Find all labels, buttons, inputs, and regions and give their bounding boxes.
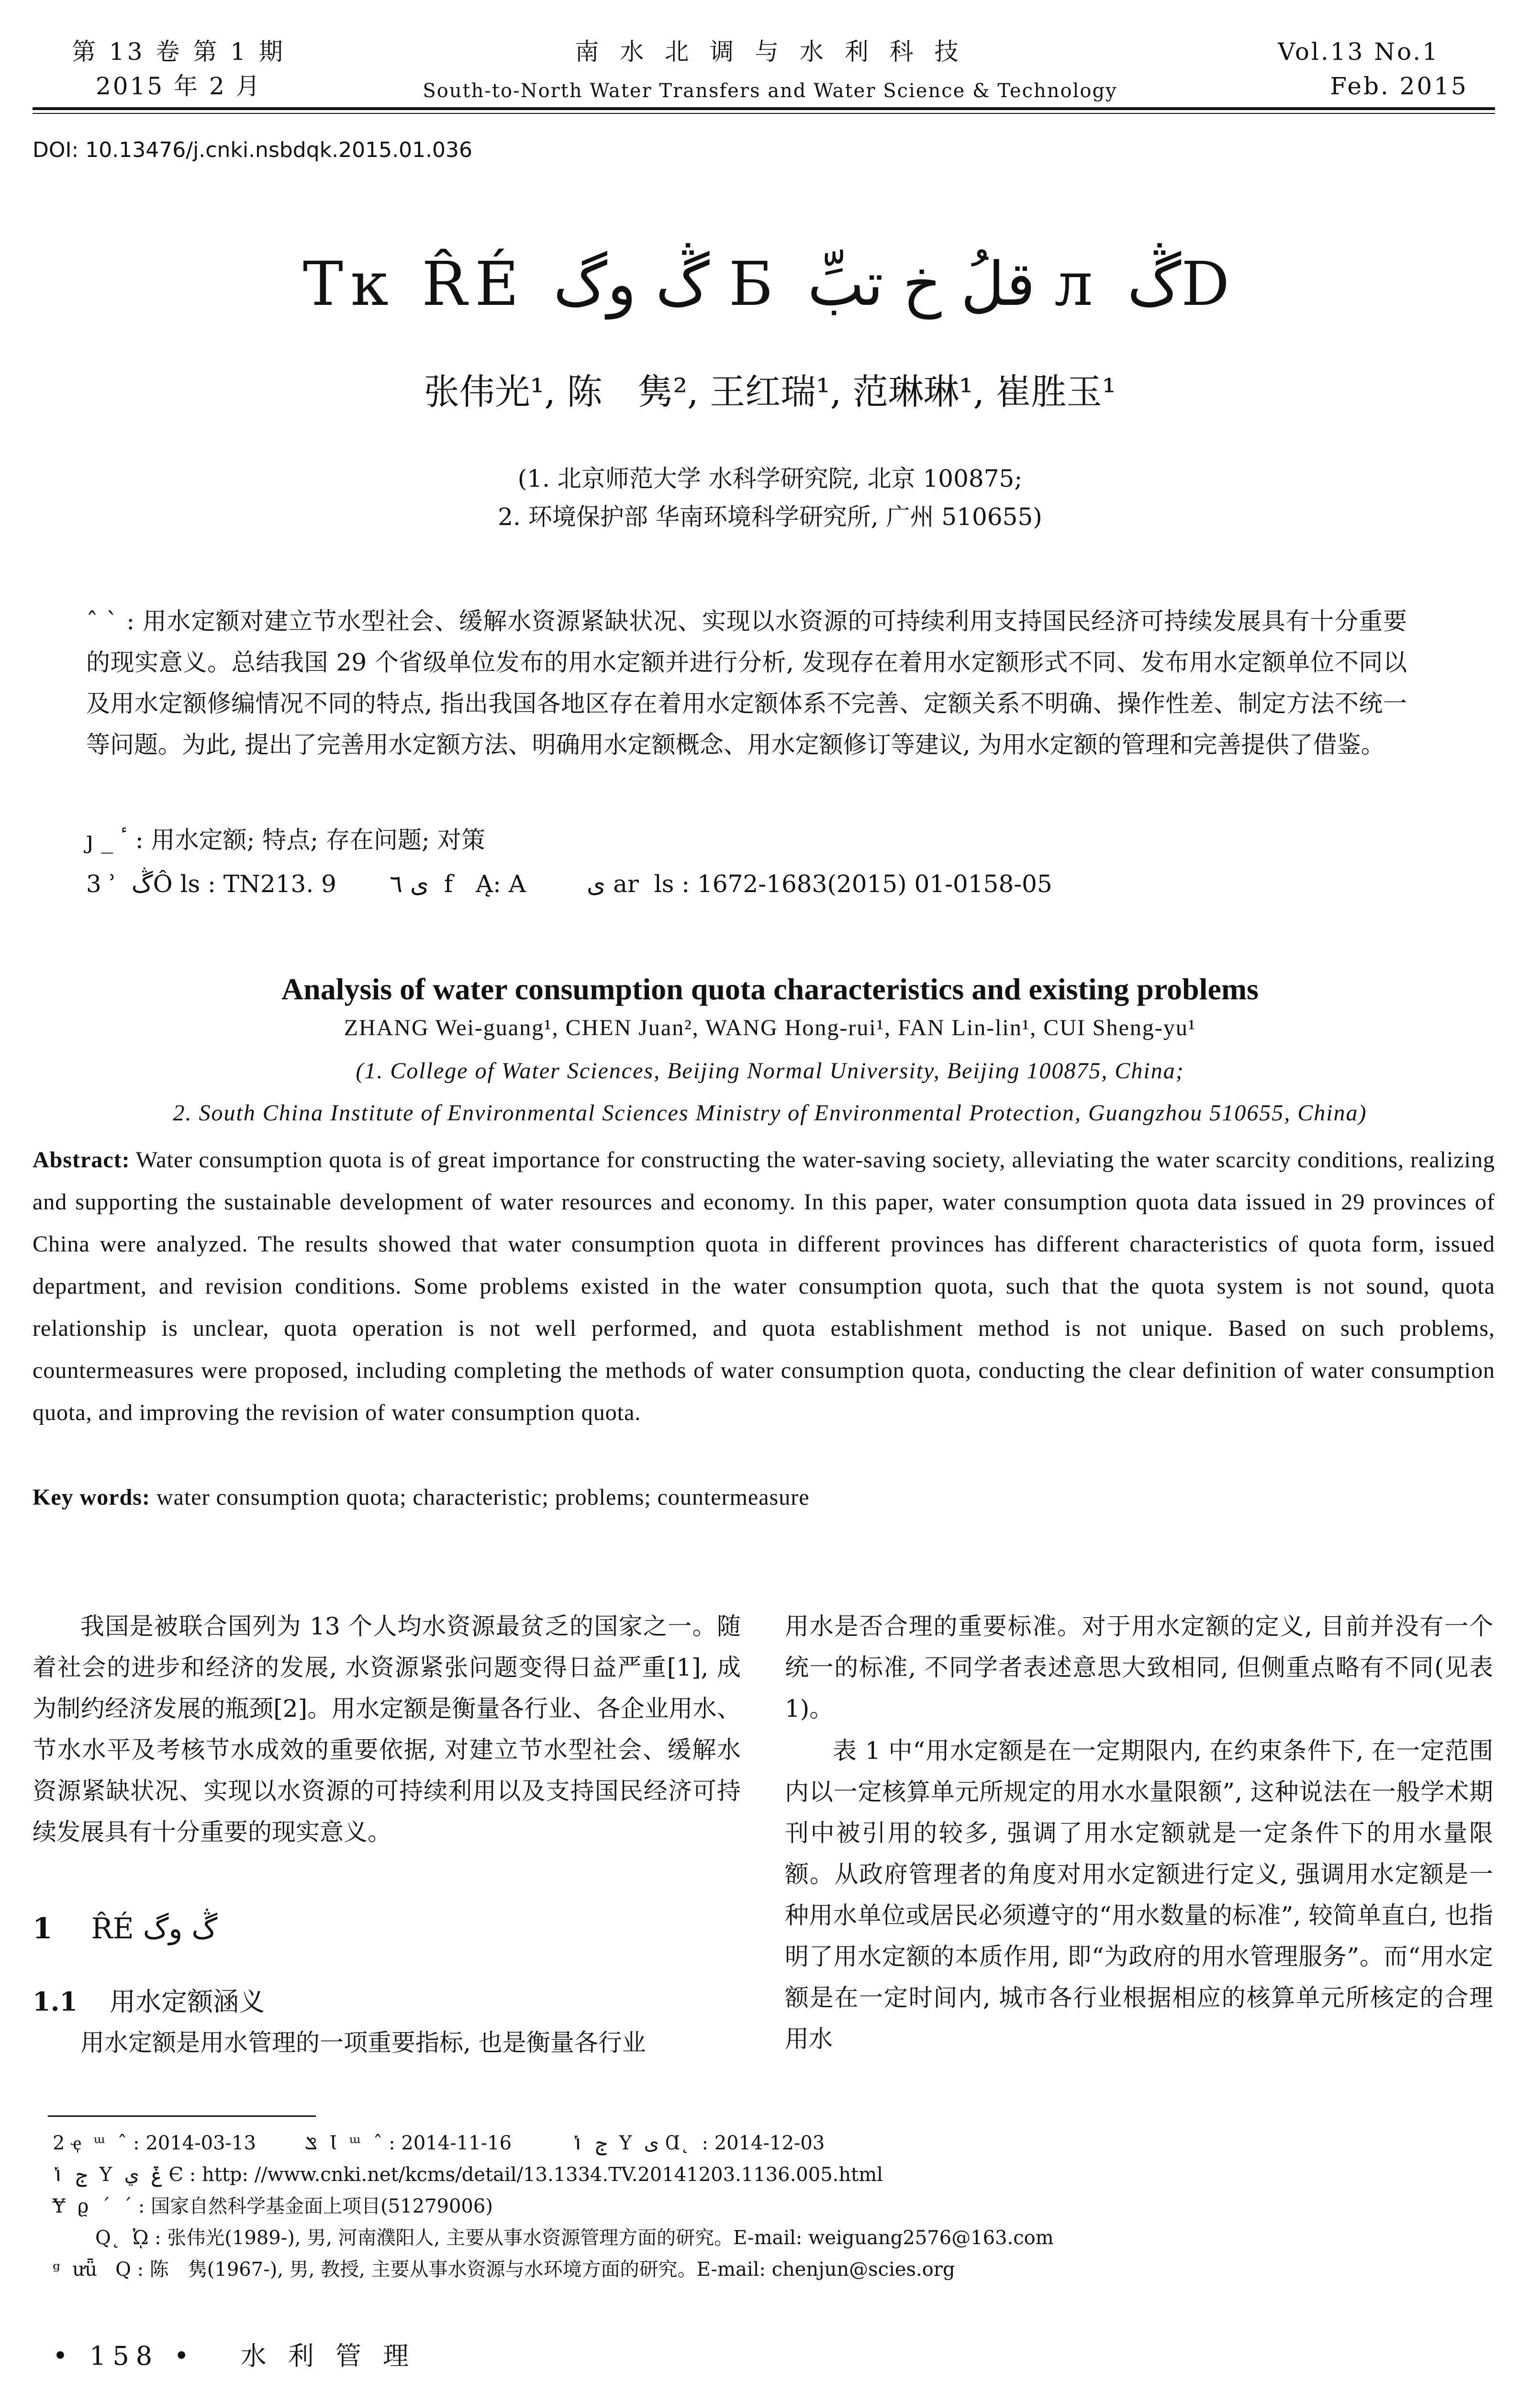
- footnote-first-author: Q˛ ᾨ : 张伟光(1989-), 男, 河南濮阳人, 主要从事水资源管理方面的研究。E-mail: weiguang2576@163.com: [53, 2227, 1054, 2249]
- en-authors: ZHANG Wei-guang¹, CHEN Juan², WANG Hong-rui¹, FAN Lin-lin¹, CUI Sheng-yu¹: [344, 1015, 1196, 1040]
- journal-date-en: Feb. 2015: [1330, 72, 1468, 100]
- en-title: Analysis of water consumption quota characteristics and existing problems: [281, 972, 1259, 1006]
- en-keywords: [33, 1476, 1495, 1519]
- section-1-title: R̂É ڴ وگ: [91, 1912, 218, 1946]
- en-affiliation-1: (1. College of Water Sciences, Beijing Normal University, Beijing 100875, China;: [356, 1058, 1184, 1084]
- body-subsection-1-1-text: 用水定额是用水管理的一项重要指标, 也是衡量各行业: [80, 2029, 646, 2057]
- cn-classification-line: 3 ʾ ڴÔ ls : TN213. 9 ی ٦ ‌ f Ą: A ی ar ls : 1672-1683(2015) 01-0158-05: [86, 870, 1052, 898]
- section-1-heading: [33, 1912, 217, 1946]
- authors: 张伟光¹, 陈 隽², 王红瑞¹, 范琳琳¹, 崔胜玉¹: [424, 371, 1116, 413]
- journal-volume-en: Vol.13 No.1: [1278, 38, 1440, 66]
- affiliation-2: 2. 环境保护部 华南环境科学研究所, 广州 510655): [498, 503, 1042, 531]
- cn-abstract-text: : 用水定额对建立节水型社会、缓解水资源紧缺状况、实现以水资源的可持续利用支持国民经济可持续发展具有十分重要的现实意义。总结我国 29 个省级单位发布的用水定额并进行分析, 发现存在着用水定额形式不同、发布用水定额单位不同以及用水定额修编情况不同的特点, 指出我国各地区存在着用水定额体系不完善、定额关系不明确、操作性差、制定方法不统一等问题。为此, 提出了完善用水定额方法、明确用水定额概念、用水定额修订等建议, 为用水定额的管理和完善提供了借鉴。: [86, 607, 1407, 759]
- footnote-rule: [48, 2115, 316, 2117]
- en-affiliation-2: 2. South China Institute of Environmental Sciences Ministry of Environmental Protection, Guangzhou 510655, China): [173, 1100, 1367, 1126]
- journal-name-cn: 南 水 北 调 与 水 利 科 技: [575, 38, 965, 66]
- journal-date: 2015 年 2 月: [96, 72, 262, 100]
- subsection-1-1-heading: [33, 1981, 265, 2018]
- subsection-1-1-title: 用水定额涵义: [110, 1987, 265, 2017]
- body-right-paragraph-2: 表 1 中“用水定额是在一定期限内, 在约束条件下, 在一定范围内以一定核算单元所规定的用水水量限额”, 这种说法在一般学术期刊中被引用的较多, 强调了用水定额就是一定条件下的用水量限额。从政府管理者的角度对用水定额进行定义, 强调用水定额是一种用水单位或居民必须遵守的“用水数量的标准”, 较简单直白, 也指明了用水定额的本质作用, 即“为政府的用水管理服务”。而“用水定额是在一定时间内, 城市各行业根据相应的核算单元所核定的合理用水: [785, 1737, 1493, 2053]
- en-keywords-label: Key words:: [33, 1485, 150, 1510]
- footnote-funding: Ɏ ϱ ´ ˊ : 国家自然科学基金面上项目(51279006): [53, 2195, 493, 2217]
- en-abstract-text: Water consumption quota is of great importance for constructing the water-saving society, alleviating the water scarcity conditions, realizing and supporting the sustainable development of water resources and economy. In this paper, water consumption quota data issued in 29 provinces of China were analyzed. The results showed that water consumption quota in different provinces has different characteristics of quota form, issued department, and revision conditions. Some problems existed in the water consumption quota, such that the quota system is not sound, quota relationship is unclear, quota operation is not well performed, and quota establishment method is not unique. Based on such problems, countermeasures were proposed, including completing the methods of water consumption quota, conducting the clear definition of water consumption quota, and improving the revision of water consumption quota.: [33, 1147, 1495, 1425]
- journal-volume-issue: 第 13 卷 第 1 期: [72, 38, 286, 66]
- cn-keywords-label: ȷ _ ٴ: [86, 826, 128, 854]
- affiliation-1: (1. 北京师范大学 水科学研究院, 北京 100875;: [517, 465, 1023, 492]
- page-footer: • 158 • 水 利 管 理: [53, 2341, 416, 2371]
- cn-keywords: [86, 819, 1407, 861]
- doi: DOI: 10.13476/j.cnki.nsbdqk.2015.01.036: [33, 138, 473, 162]
- subsection-1-1-number: 1.1: [33, 1986, 78, 2017]
- en-keywords-text: water consumption quota; characteristic; problems; countermeasure: [156, 1485, 810, 1510]
- section-1-number: 1: [33, 1912, 53, 1946]
- paper-title: Tĸ R̂É ڴ وگ Б قلُ خ تبِّ л ڴD: [302, 249, 1238, 319]
- journal-name-en: South-to-North Water Transfers and Water Science & Technology: [423, 80, 1117, 102]
- footnote-corresponding-author: ᵍ ưǖ Q : 陈 隽(1967-), 男, 教授, 主要从事水资源与水环境方面的研究。E-mail: chenjun@scies.org: [53, 2259, 955, 2281]
- cn-abstract-label: ˆ ˋ: [86, 607, 119, 635]
- body-intro-paragraph: 我国是被联合国列为 13 个人均水资源最贫乏的国家之一。随着社会的进步和经济的发展, 水资源紧张问题变得日益严重[1], 成为制约经济发展的瓶颈[2]。用水定额是衡量各行业、各企业用水、节水水平及考核节水成效的重要依据, 对建立节水型社会、缓解水资源紧缺状况、实现以水资源的可持续利用以及支持国民经济可持续发展具有十分重要的现实意义。: [33, 1612, 741, 1846]
- cn-keywords-text: : 用水定额; 特点; 存在问题; 对策: [135, 826, 485, 854]
- footnote-online-url: ج ݳ Y ݞ ي Є : http: //www.cnki.net/kcms/detail/13.1334.TV.20141203.1136.005.html: [53, 2164, 883, 2186]
- body-right-paragraph-1: 用水是否合理的重要标准。对于用水定额的定义, 目前并没有一个统一的标准, 不同学者表述意思大致相同, 但侧重点略有不同(见表 1)。: [785, 1612, 1493, 1722]
- footnote-received-date: 2 ҿ ᵚ ˆ : 2014-03-13 ݏ Ɩ ᵚ ˆ : 2014-11-16 ج ݳ Y ی Ɑ˛ : 2014-12-03: [53, 2132, 825, 2154]
- header-rule-thick: [33, 107, 1495, 110]
- en-abstract-label: Abstract:: [33, 1147, 130, 1173]
- cn-abstract: [86, 601, 1407, 765]
- header-rule-thin: [33, 113, 1495, 114]
- en-abstract: [33, 1139, 1495, 1434]
